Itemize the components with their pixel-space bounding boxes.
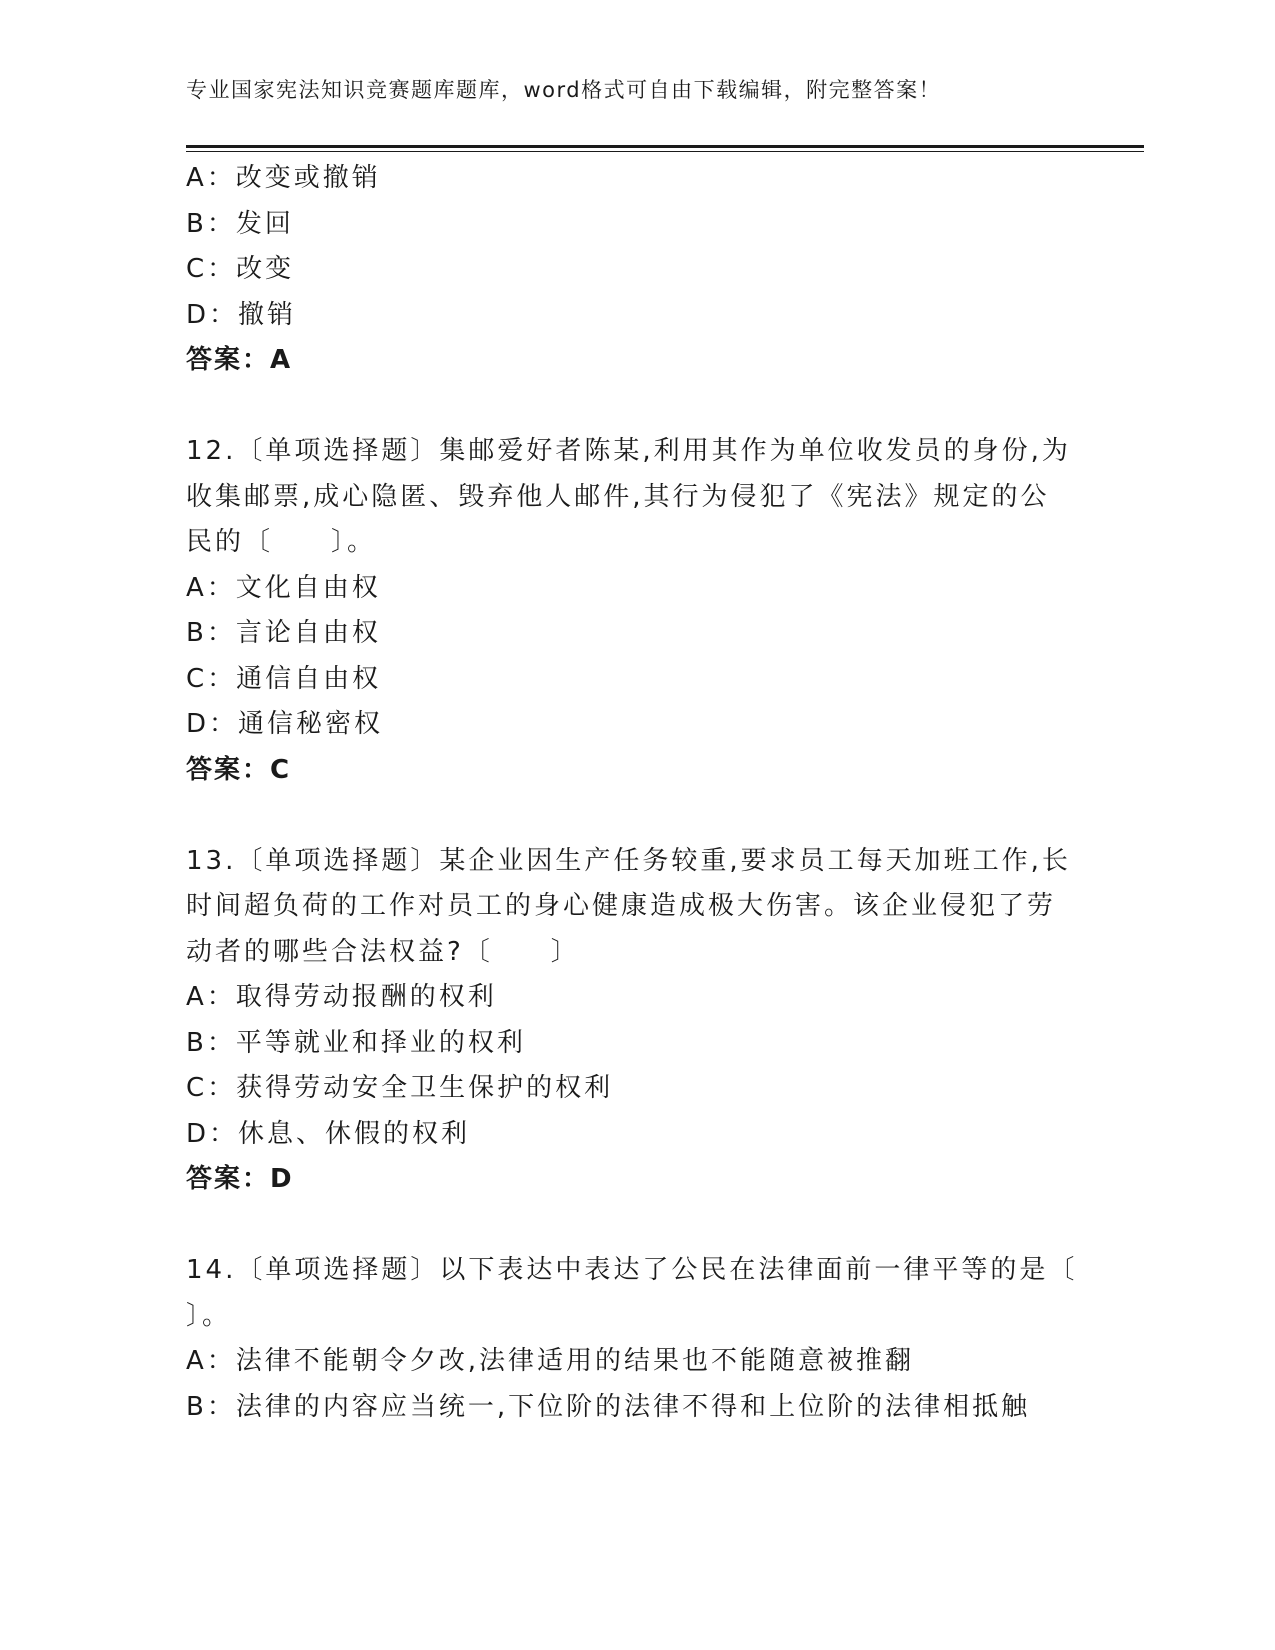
question-14-option-b: B：法律的内容应当统一,下位阶的法律不得和上位阶的法律相抵触 <box>186 1391 1031 1422</box>
question-12-text-line: 12.〔单项选择题〕集邮爱好者陈某,利用其作为单位收发员的身份,为 <box>186 436 1071 466</box>
question-13-answer: 答案：D <box>186 1164 294 1194</box>
document-body <box>186 156 1086 1430</box>
question-13-option-c: C：获得劳动安全卫生保护的权利 <box>186 1073 614 1103</box>
question-14-text-line: 14.〔单项选择题〕以下表达中表达了公民在法律面前一律平等的是〔 <box>186 1255 1078 1285</box>
question-12-option-c: C：通信自由权 <box>186 663 382 694</box>
option-d: D：撤销 <box>186 299 297 330</box>
question-13-option-b: B：平等就业和择业的权利 <box>186 1027 526 1058</box>
question-12-option-a: A：文化自由权 <box>186 572 381 603</box>
question-12-text-line: 收集邮票,成心隐匿、毁弃他人邮件,其行为侵犯了《宪法》规定的公 <box>186 481 1050 512</box>
option-b: B：发回 <box>186 208 294 239</box>
question-14-text-line: 〕。 <box>186 1300 232 1331</box>
option-c: C：改变 <box>186 254 295 284</box>
question-12-option-d: D：通信秘密权 <box>186 709 384 739</box>
answer: 答案：A <box>186 345 293 375</box>
question-13-text-line: 13.〔单项选择题〕某企业因生产任务较重,要求员工每天加班工作,长 <box>186 845 1071 876</box>
question-13-option-d: D：休息、休假的权利 <box>186 1118 471 1149</box>
question-13-text-line: 时间超负荷的工作对员工的身心健康造成极大伤害。该企业侵犯了劳 <box>186 891 1057 921</box>
page-header: 专业国家宪法知识竞赛题库题库，word格式可自由下载编辑，附完整答案！ <box>186 78 942 102</box>
option-a: A：改变或撤销 <box>186 163 381 193</box>
question-12-answer: 答案：C <box>186 754 292 785</box>
question-13-option-a: A：取得劳动报酬的权利 <box>186 982 497 1012</box>
question-14-option-a: A：法律不能朝令夕改,法律适用的结果也不能随意被推翻 <box>186 1346 915 1376</box>
header-rule-thick <box>186 145 1144 148</box>
question-12-text-line: 民的〔 〕。 <box>186 527 377 557</box>
question-12-option-b: B：言论自由权 <box>186 618 381 648</box>
question-13-text-line: 动者的哪些合法权益?〔 〕 <box>186 936 580 967</box>
header-rule-thin <box>186 151 1144 152</box>
